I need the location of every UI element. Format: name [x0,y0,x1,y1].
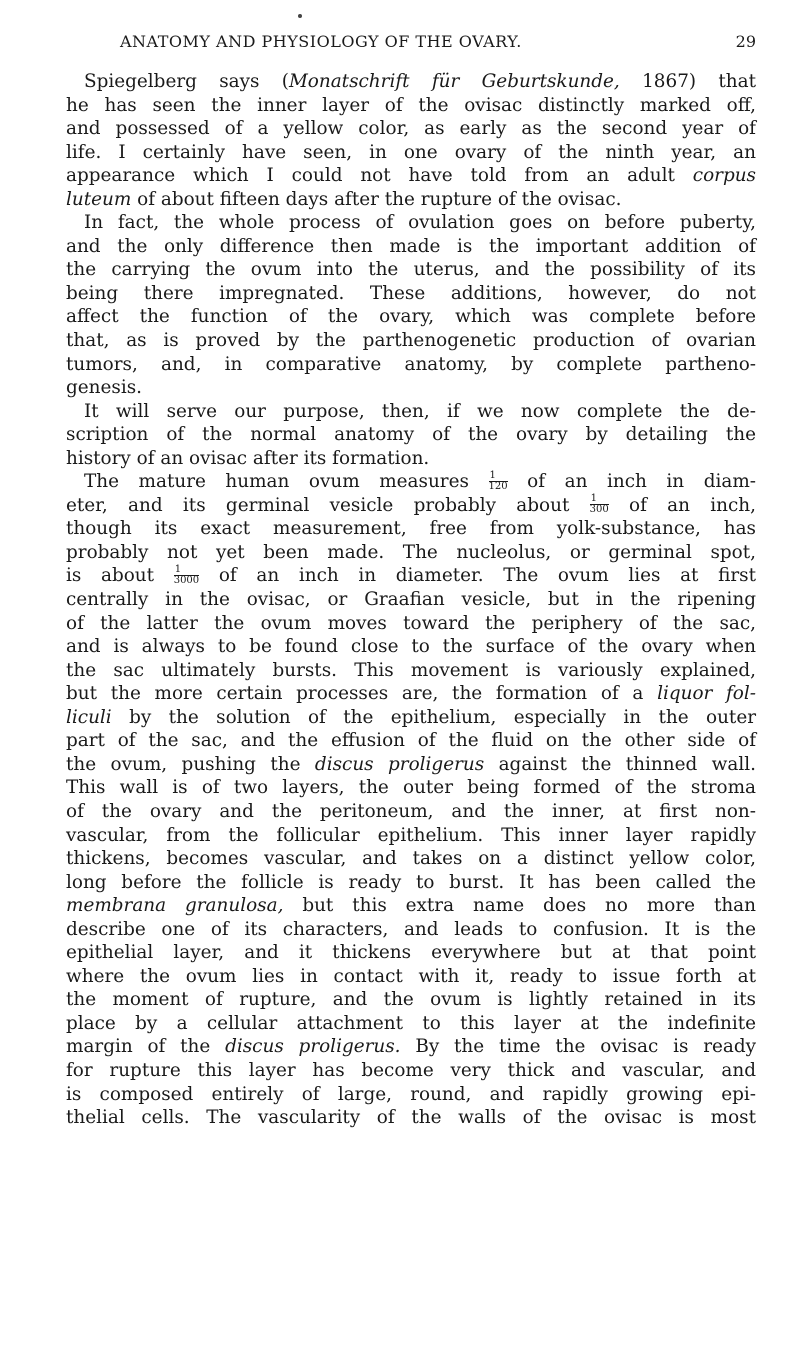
text-line: thickens, becomes vascular, and takes on a distinct yellow color, [66,848,756,870]
text-line: In fact, the whole process of ovulation goes on before puberty, [84,212,756,234]
text-line: probably not yet been made. The nucleolus, or germinal spot, [66,541,756,563]
text-line: the moment of rupture, and the ovum is lightly retained in its [66,989,756,1011]
text-line: eter, and its germinal vesicle probably about $\frac{1}{300}$ of an inch, [66,493,756,516]
text-line: The mature human ovum measures $\frac{1}{120}$ of an inch in diam- [84,469,756,493]
text-line: affect the function of the ovary, which was complete before [66,306,756,328]
text-line: life. I certainly have seen, in one ovary of the ninth year, an [66,141,756,163]
text-line: the sac ultimately bursts. This movement is variously explained, [66,659,756,681]
text-line: long before the follicle is ready to burst. It has been called the [66,871,756,893]
text-line: and is always to be found close to the surface of the ovary when [66,636,756,658]
text-line: history of an ovisac after its formation. [66,447,430,469]
text-line: membrana granulosa, but this extra name does no more than [66,895,756,917]
text-line: liculi by the solution of the epithelium, especially in the outer [66,706,756,728]
text-line: appearance which I could not have told from an adult corpus [66,165,756,187]
text-line: tumors, and, in comparative anatomy, by complete partheno- [66,353,756,375]
text-line: but the more certain processes are, the formation of a liquor fol- [66,683,756,705]
text-line: Spiegelberg says (Monatschrift für Geburtskunde, 1867) that [84,71,756,92]
body-text [66,70,756,1130]
text-line: part of the sac, and the effusion of the fluid on the other side of [66,730,756,752]
text-line: the ovum, pushing the discus proligerus against the thinned wall. [66,753,756,775]
text-line: thelial cells. The vascularity of the walls of the ovisac is most [66,1107,756,1129]
text-line: the carrying the ovum into the uterus, and the possibility of its [66,259,756,281]
text-line: he has seen the inner layer of the ovisac distinctly marked off, [66,94,756,116]
text-line: epithelial layer, and it thickens everywhere but at that point [66,942,756,964]
fraction: $\frac{1}{120}$ [488,469,508,492]
page-number: 29 [735,32,756,51]
running-head [66,8,756,54]
text-line: where the ovum lies in contact with it, ready to issue forth at [66,965,756,987]
text-line: luteum of about fifteen days after the rupture of the ovisac. [66,188,622,210]
text-line: for rupture this layer has become very thick and vascular, and [66,1059,756,1081]
text-line: vascular, from the follicular epithelium. This inner layer rapidly [66,824,756,846]
running-title: ANATOMY AND PHYSIOLOGY OF THE OVARY. [120,32,522,51]
text-line: and possessed of a yellow color, as early as the second year of [66,118,756,140]
text-line: genesis. [66,377,142,399]
text-line: of the latter the ovum moves toward the periphery of the sac, [66,612,756,634]
text-line: margin of the discus proligerus. By the time the ovisac is ready [66,1036,756,1058]
text-line: place by a cellular attachment to this layer at the indefinite [66,1012,756,1034]
fraction: $\frac{1}{300}$ [589,493,609,516]
text-line: describe one of its characters, and leads to confusion. It is the [66,918,756,940]
book-page [66,8,756,1130]
text-line: that, as is proved by the parthenogenetic production of ovarian [66,330,756,352]
text-line: of the ovary and the peritoneum, and the inner, at first non- [66,800,756,822]
fraction: $\frac{1}{3000}$ [173,563,200,586]
text-line: and the only difference then made is the important addition of [66,235,756,257]
text-line: being there impregnated. These additions, however, do not [66,282,756,304]
text-line: is composed entirely of large, round, and rapidly growing epi- [66,1083,756,1105]
text-line: is about $\frac{1}{3000}$ of an inch in diameter. The ovum lies at first [66,563,756,587]
text-line: though its exact measurement, free from yolk-substance, has [66,518,756,540]
text-line: This wall is of two layers, the outer being formed of the stroma [66,777,756,799]
text-line: scription of the normal anatomy of the ovary by detailing the [66,424,756,446]
text-line: It will serve our purpose, then, if we now complete the de- [84,400,756,422]
text-line: centrally in the ovisac, or Graafian vesicle, but in the ripening [66,589,756,611]
